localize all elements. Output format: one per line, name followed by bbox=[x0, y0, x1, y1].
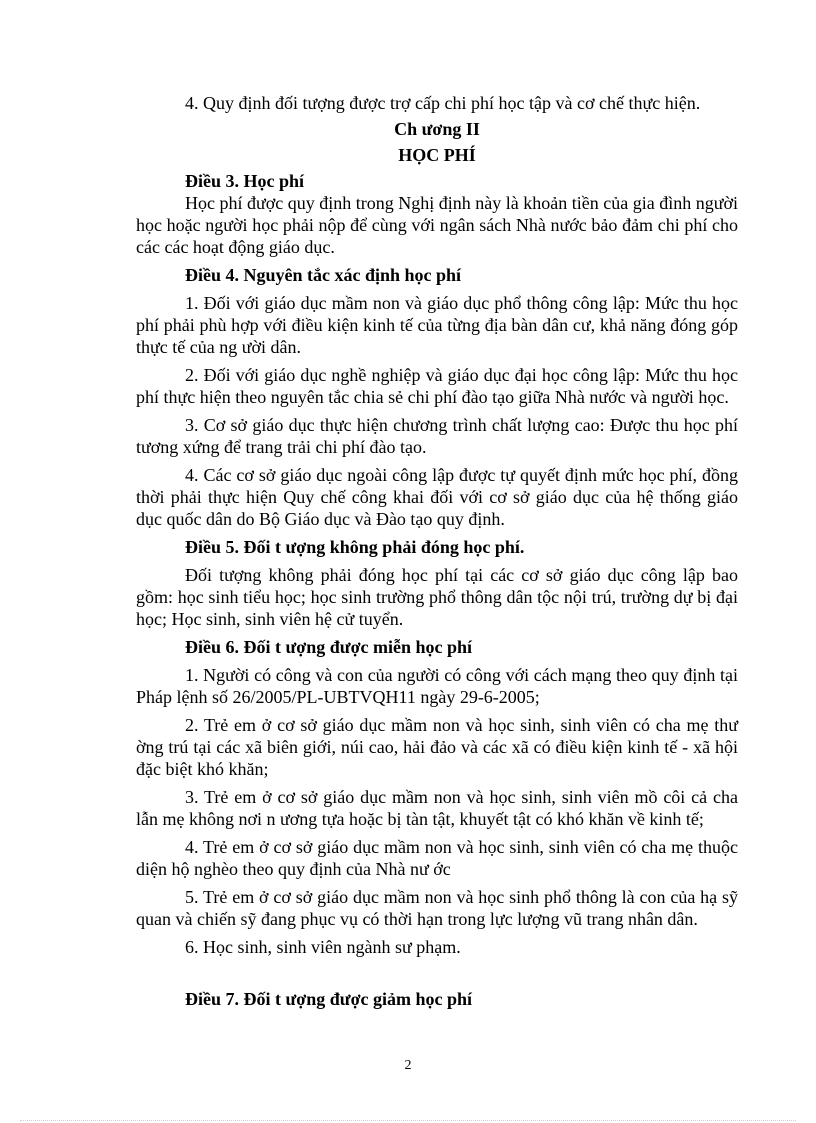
page-bottom-border bbox=[20, 1120, 796, 1121]
article-4-item: 3. Cơ sở giáo dục thực hiện chương trình chất lượng cao: Được thu học phí tương xứng để trang trải chi phí đào tạo. bbox=[136, 415, 738, 457]
article-6-item: 4. Trẻ em ở cơ sở giáo dục mầm non và học sinh, sinh viên có cha mẹ thuộc diện hộ nghèo theo quy định của Nhà nư ớc bbox=[136, 837, 738, 879]
article-6-heading: Điều 6. Đối t ượng được miễn học phí bbox=[185, 637, 473, 657]
page-number: 2 bbox=[404, 1058, 412, 1073]
article-4-heading: Điều 4. Nguyên tắc xác định học phí bbox=[185, 265, 462, 285]
article-6-item: 3. Trẻ em ở cơ sở giáo dục mầm non và học sinh, sinh viên mồ côi cả cha lẫn mẹ không nơi n ương tựa hoặc bị tàn tật, khuyết tật có khó khăn về kinh tế; bbox=[136, 787, 738, 829]
article-7-heading: Điều 7. Đối t ượng được giảm học phí bbox=[185, 989, 473, 1009]
chapter-title: HỌC PHÍ bbox=[398, 145, 476, 165]
intro-item: 4. Quy định đối tượng được trợ cấp chi phí học tập và cơ chế thực hiện. bbox=[185, 93, 701, 113]
article-3-text: Học phí được quy định trong Nghị định này là khoản tiền của gia đình người học hoặc người học phải nộp để cùng với ngân sách Nhà nước bảo đảm chi phí cho các các hoạt động giáo dục. bbox=[136, 193, 738, 257]
article-3-heading: Điều 3. Học phí bbox=[185, 171, 305, 191]
article-6-item: 1. Người có công và con của người có công với cách mạng theo quy định tại Pháp lệnh số 26/2005/PL-UBTVQH11 ngày 29-6-2005; bbox=[136, 665, 738, 707]
article-4-item: 4. Các cơ sở giáo dục ngoài công lập được tự quyết định mức học phí, đồng thời phải thực hiện Quy chế công khai đối với cơ sở giáo dục của hệ thống giáo dục quốc dân do Bộ Giáo dục và Đào tạo quy định. bbox=[136, 465, 738, 529]
article-5-heading: Điều 5. Đối t ượng không phải đóng học phí. bbox=[185, 537, 525, 557]
article-6-item: 2. Trẻ em ở cơ sở giáo dục mầm non và học sinh, sinh viên có cha mẹ thư ờng trú tại các xã biên giới, núi cao, hải đảo và các xã có điều kiện kinh tế - xã hội đặc biệt khó khăn; bbox=[136, 715, 738, 779]
article-4-item: 1. Đối với giáo dục mầm non và giáo dục phổ thông công lập: Mức thu học phí phải phù hợp với điều kiện kinh tế của từng địa bàn dân cư, khả năng đóng góp thực tế của ng ười dân. bbox=[136, 293, 738, 357]
document-body bbox=[136, 92, 738, 1010]
article-4-item: 2. Đối với giáo dục nghề nghiệp và giáo dục đại học công lập: Mức thu học phí thực hiện theo nguyên tắc chia sẻ chi phí đào tạo giữa Nhà nước và người học. bbox=[136, 365, 738, 407]
article-6-item: 5. Trẻ em ở cơ sở giáo dục mầm non và học sinh phổ thông là con của hạ sỹ quan và chiến sỹ đang phục vụ có thời hạn trong lực lượng vũ trang nhân dân. bbox=[136, 887, 738, 929]
chapter-label: Ch ương II bbox=[394, 119, 480, 139]
article-6-item: 6. Học sinh, sinh viên ngành sư phạm. bbox=[185, 937, 461, 957]
article-5-text: Đối tượng không phải đóng học phí tại các cơ sở giáo dục công lập bao gồm: học sinh tiểu học; học sinh trường phổ thông dân tộc nội trú, trường dự bị đại học; Học sinh, sinh viên hệ cử tuyển. bbox=[136, 565, 738, 629]
